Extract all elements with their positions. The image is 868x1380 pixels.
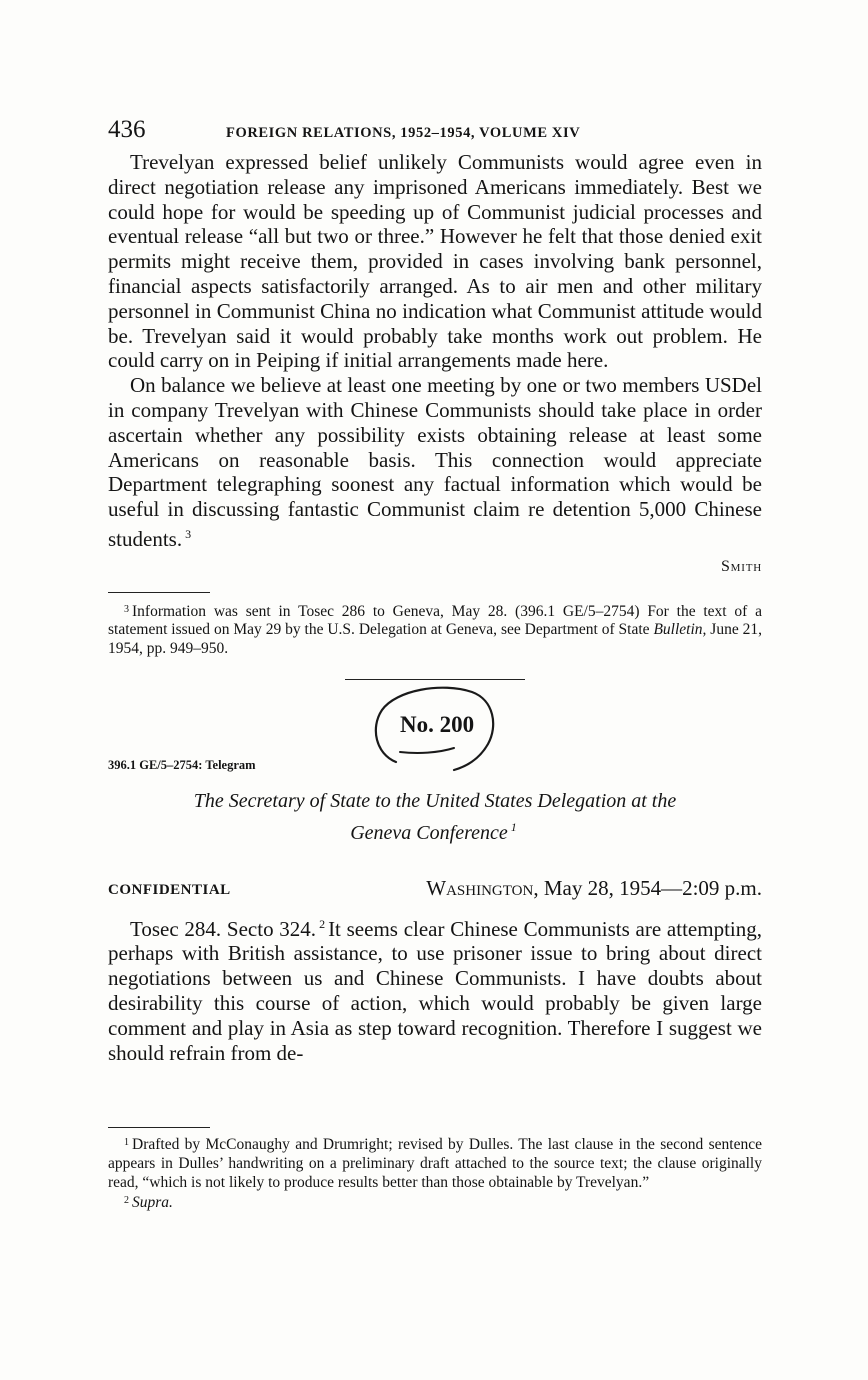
footnote-ref-2[interactable]: 2 bbox=[319, 916, 326, 931]
message-text-b: It seems clear Chinese Communists are attempting, perhaps with British assistance, to use prisoner issue to bring about direct negotiations between us and Chinese Communists. I have doubts about desirability this course of action, which would probably be given large comment and play in Asia as step toward recognition. Therefore I suggest we should refrain from de- bbox=[108, 916, 762, 1065]
footnote-3-text-b: June 21, 1954, pp. 949–950. bbox=[108, 621, 762, 657]
page-header bbox=[108, 114, 762, 150]
document-title bbox=[108, 788, 762, 846]
footnote-3-marker: 3 bbox=[124, 603, 129, 615]
message-text-a: Tosec 284. Secto 324. bbox=[130, 916, 317, 941]
footnote-ref-1[interactable]: 1 bbox=[510, 819, 517, 834]
body-paragraph-1: Trevelyan expressed belief unlikely Communists would agree even in direct negotiation release any imprisoned Americans immediately. Best we could hope for would be speeding up of Communist judicial processes and eventual release “all but two or three.” However he felt that those denied exit permits might receive them, provided in cases involving bank personnel, financial aspects satisfactorily arranged. As to air men and other military personnel in Communist China no indication what Communist attitude would be. Trevelyan said it would probably take months work out problem. He could carry on in Peiping if initial arrangements made here. bbox=[108, 150, 762, 373]
document-title-line-1: The Secretary of State to the United States Delegation at the bbox=[193, 789, 677, 812]
dateline-date: , May 28, 1954—2:09 p.m. bbox=[533, 875, 762, 900]
classification-label: CONFIDENTIAL bbox=[108, 881, 231, 898]
dateline-place: Washington bbox=[426, 875, 534, 900]
footnote-3-italic: Bulletin, bbox=[653, 621, 707, 639]
page-number: 436 bbox=[108, 116, 146, 143]
body-paragraph-2 bbox=[108, 373, 762, 552]
dateline bbox=[426, 876, 762, 901]
footnote-3 bbox=[108, 601, 762, 659]
footnote-2 bbox=[108, 1192, 762, 1213]
message-paragraph bbox=[108, 912, 762, 1066]
footnote-ref-3[interactable]: 3 bbox=[185, 526, 192, 541]
body-paragraph-2-text: On balance we believe at least one meeting by one or two members USDel in company Trevelyan with Chinese Communists should take place in order ascertain whether any possibility exists obtaining release at least some Americans on reasonable basis. This connection would appreciate Department telegraphing soonest any factual information which would be useful in discussing fantastic Communist claim re detention 5,000 Chinese students. bbox=[108, 373, 762, 551]
document-number-row bbox=[108, 680, 762, 780]
bottom-footnote-divider bbox=[108, 1127, 210, 1128]
footnote-2-text: Supra. bbox=[132, 1194, 173, 1212]
file-reference: 396.1 GE/5–2754: Telegram bbox=[108, 757, 256, 772]
document-number: No. 200 bbox=[400, 711, 475, 737]
footnote-1-text: Drafted by McConaughy and Drumright; revised by Dulles. The last clause in the second sentence appears in Dulles’ handwriting on a preliminary draft attached to the source text; the clause originally read, “which is not likely to produce results better than those obtainable by Trevelyan.” bbox=[108, 1136, 762, 1191]
classification-row bbox=[108, 876, 762, 906]
footnote-2-marker: 2 bbox=[124, 1195, 129, 1207]
running-title: FOREIGN RELATIONS, 1952–1954, VOLUME XIV bbox=[226, 125, 581, 141]
footnote-1 bbox=[108, 1134, 762, 1192]
document-title-line-2: Geneva Conference bbox=[350, 821, 508, 844]
footnote-divider bbox=[108, 592, 210, 593]
signature: Smith bbox=[720, 557, 762, 575]
footnote-1-marker: 1 bbox=[124, 1137, 129, 1149]
document-page bbox=[108, 114, 762, 1213]
footnote-3-text-a: Information was sent in Tosec 286 to Geneva, May 28. (396.1 GE/5–2754) For the text of a statement issued on May 29 by the U.S. Delegation at Geneva, see Department of State bbox=[108, 602, 762, 639]
